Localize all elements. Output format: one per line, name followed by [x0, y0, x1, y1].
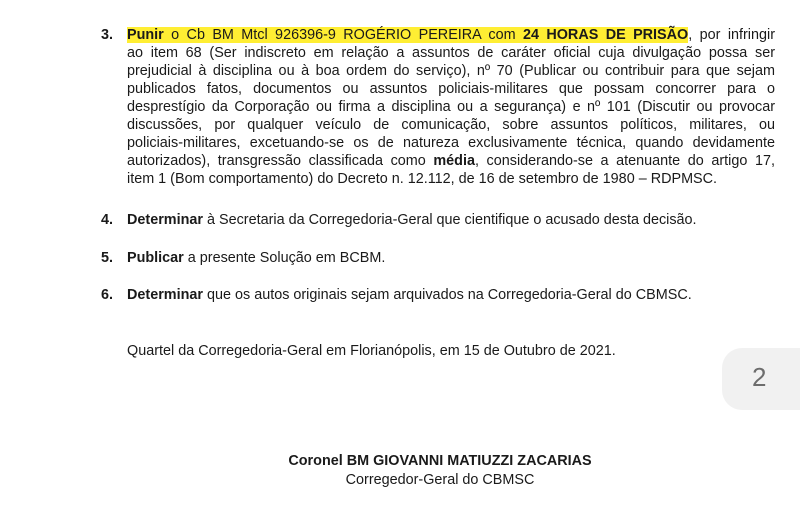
highlighted-text: Punir o Cb BM Mtcl 926396-9 ROGÉRIO PEREIRA com 24 HORAS DE PRISÃO: [127, 27, 689, 43]
item-4: [0, 211, 800, 231]
item-text: Determinar que os autos originais sejam arquivados na Corregedoria-Geral do CBMSC.: [127, 287, 692, 303]
text-line: discussões, por qualquer veículo de comunicação, sobre assuntos políticos, militares, ou: [127, 117, 775, 133]
signatory-name: Coronel BM GIOVANNI MATIUZZI ZACARIAS: [288, 453, 592, 469]
text-line: prejudicial à disciplina ou à boa ordem do serviço), nº 70 (Publicar ou contribuir para que sejam: [127, 63, 775, 79]
text-line: autorizados), transgressão classificada como média, considerando-se a atenuante do artigo 17,: [127, 153, 775, 169]
item-6: [0, 286, 800, 306]
item-number: 6.: [101, 287, 114, 303]
item-text: [127, 26, 775, 188]
text-line: item 1 (Bom comportamento) do Decreto n. 12.112, de 16 de setembro de 1980 – RDPMSC.: [127, 171, 718, 187]
action-verb: Determinar: [127, 212, 203, 228]
signatory-role: Corregedor-Geral do CBMSC: [345, 472, 535, 488]
item-text: Publicar a presente Solução em BCBM.: [127, 250, 386, 266]
text-line: publicados fatos, documentos ou assuntos policiais-militares que possam concorrer para o: [127, 81, 775, 97]
action-verb: Punir: [127, 27, 164, 43]
item-3: [0, 0, 800, 200]
classification-text: média: [433, 153, 475, 169]
page-number: 2: [752, 362, 767, 392]
item-number: 5.: [101, 250, 114, 266]
item-number: 4.: [101, 212, 114, 228]
text-line: desprestígio da Corporação ou firma a disciplina ou a segurança) e nº 101 (Discutir ou provocar: [127, 99, 775, 115]
item-number: 3.: [101, 27, 114, 43]
action-verb: Determinar: [127, 287, 203, 303]
penalty-text: 24 HORAS DE PRISÃO: [522, 27, 689, 43]
text-line: policiais-militares, excetuando-se os de natureza exclusivamente técnica, quando devidamente: [127, 135, 775, 151]
action-verb: Publicar: [127, 250, 184, 266]
text-line: Punir o Cb BM Mtcl 926396-9 ROGÉRIO PEREIRA com 24 HORAS DE PRISÃO, por infringir: [127, 27, 775, 43]
text-line: ao item 68 (Ser indiscreto em relação a assuntos de caráter oficial cuja divulgação possa ser: [127, 45, 775, 61]
item-text: Determinar à Secretaria da Corregedoria-Geral que cientifique o acusado desta decisão.: [127, 212, 697, 228]
item-5: [0, 249, 800, 269]
place-date: Quartel da Corregedoria-Geral em Florianópolis, em 15 de Outubro de 2021.: [127, 343, 616, 359]
